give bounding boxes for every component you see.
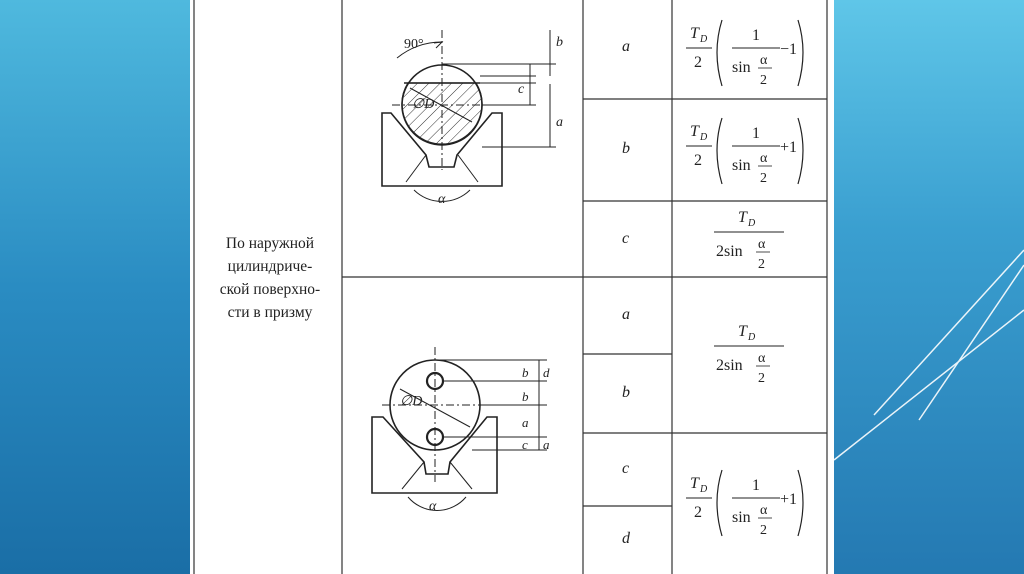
formula-minus-one xyxy=(672,10,827,95)
td-symbol: T xyxy=(738,209,747,226)
dim-b-label: b xyxy=(522,365,529,380)
method-line: ской поверхно- xyxy=(219,281,321,298)
dim-b-label: b xyxy=(522,389,529,404)
plus-one: +1 xyxy=(780,491,798,508)
minus-one: −1 xyxy=(780,41,798,58)
formula-over-two-sin xyxy=(672,202,827,277)
alpha-symbol: α xyxy=(758,237,766,252)
method-description xyxy=(196,232,344,324)
alpha-symbol: α xyxy=(760,151,768,166)
formula-plus-one xyxy=(672,460,827,545)
half-two: 2 xyxy=(760,171,767,186)
diagram-prism-holes xyxy=(342,277,583,574)
method-line: цилиндриче- xyxy=(227,258,313,275)
sin-label: sin xyxy=(732,157,751,174)
method-line: По наружной xyxy=(225,235,315,252)
numerator-one: 1 xyxy=(752,477,760,494)
decorative-stripes xyxy=(834,0,1024,574)
diameter-label: ∅D xyxy=(400,394,423,409)
method-line: сти в призму xyxy=(227,304,313,321)
alpha-label: α xyxy=(438,192,446,207)
half-two: 2 xyxy=(760,73,767,88)
half-two: 2 xyxy=(758,257,765,272)
formula-over-two-sin xyxy=(672,316,827,391)
dim-a-label: a xyxy=(522,415,529,430)
row-letter-c: c xyxy=(622,230,630,247)
td-symbol: T xyxy=(690,475,699,492)
td-subscript: D xyxy=(700,484,708,495)
diagram-prism-dimensions xyxy=(342,0,583,277)
row-letter-b: b xyxy=(622,384,630,401)
diameter-label: ∅D xyxy=(412,97,435,112)
row-letter-a: a xyxy=(622,306,630,323)
td-symbol: T xyxy=(690,123,699,140)
dim-a-label: a xyxy=(556,115,563,130)
dim-d-label: d xyxy=(543,365,550,380)
two-sin-label: 2sin xyxy=(716,243,743,260)
td-symbol: T xyxy=(738,323,747,340)
two-sin-label: 2sin xyxy=(716,357,743,374)
slide-background-left xyxy=(0,0,190,574)
document-page xyxy=(190,0,834,574)
dim-b-label: b xyxy=(556,35,563,50)
row-letter-d: d xyxy=(622,530,630,547)
td-subscript: D xyxy=(748,218,756,229)
formula-plus-one xyxy=(672,108,827,193)
alpha-symbol: α xyxy=(760,503,768,518)
denominator-two: 2 xyxy=(694,54,702,71)
row-letter-a: a xyxy=(622,38,630,55)
denominator-two: 2 xyxy=(694,504,702,521)
td-subscript: D xyxy=(700,132,708,143)
sin-label: sin xyxy=(732,509,751,526)
denominator-two: 2 xyxy=(694,152,702,169)
dim-a-label: a xyxy=(543,437,550,452)
alpha-symbol: α xyxy=(758,351,766,366)
angle-90-label: 90° xyxy=(404,37,424,52)
td-symbol: T xyxy=(690,25,699,42)
td-subscript: D xyxy=(700,34,708,45)
alpha-label: α xyxy=(429,499,437,514)
alpha-symbol: α xyxy=(760,53,768,68)
plus-one: +1 xyxy=(780,139,798,156)
dim-c-label: c xyxy=(518,82,525,97)
row-letter-c: c xyxy=(622,460,630,477)
numerator-one: 1 xyxy=(752,125,760,142)
td-subscript: D xyxy=(748,332,756,343)
half-two: 2 xyxy=(760,523,767,538)
half-two: 2 xyxy=(758,371,765,386)
row-letter-b: b xyxy=(622,140,630,157)
dim-c-label: c xyxy=(522,437,528,452)
numerator-one: 1 xyxy=(752,27,760,44)
sin-label: sin xyxy=(732,59,751,76)
